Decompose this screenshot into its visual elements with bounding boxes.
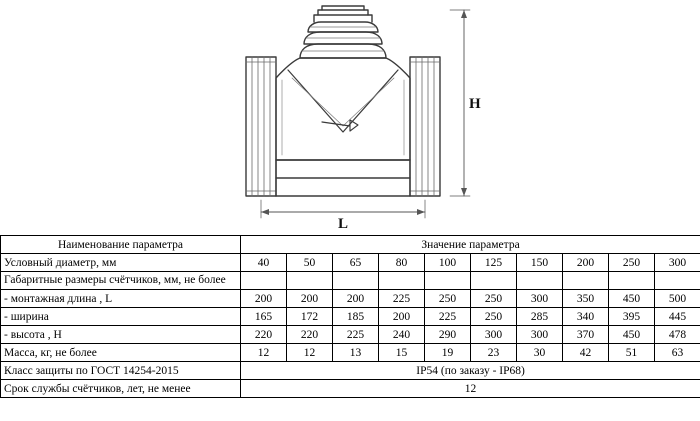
- row-name: - высота , H: [1, 326, 241, 344]
- cell: 63: [655, 344, 700, 362]
- cell: 250: [471, 308, 517, 326]
- cell: 450: [609, 326, 655, 344]
- cell: 250: [471, 290, 517, 308]
- cell: IP54 (по заказу - IP68): [241, 362, 700, 380]
- cell: 42: [563, 344, 609, 362]
- specification-table: [0, 235, 700, 398]
- cell: 220: [287, 326, 333, 344]
- cell: 200: [333, 290, 379, 308]
- row-name: Масса, кг, не более: [1, 344, 241, 362]
- cell: [333, 272, 379, 290]
- cell: 12: [287, 344, 333, 362]
- cell: 12: [241, 344, 287, 362]
- cell: 370: [563, 326, 609, 344]
- cell: 225: [379, 290, 425, 308]
- cell: 340: [563, 308, 609, 326]
- cell: 500: [655, 290, 700, 308]
- header-param-value: Значение параметра: [241, 236, 700, 254]
- cell: 165: [241, 308, 287, 326]
- cell: 40: [241, 254, 287, 272]
- table-row-protection-class: [1, 362, 700, 380]
- cell: [379, 272, 425, 290]
- cell: 80: [379, 254, 425, 272]
- cell: 15: [379, 344, 425, 362]
- cell: 65: [333, 254, 379, 272]
- cell: 12: [241, 380, 700, 398]
- cell: [655, 272, 700, 290]
- cell: 30: [517, 344, 563, 362]
- cell: 200: [563, 254, 609, 272]
- table-row: [1, 326, 700, 344]
- cell: 300: [471, 326, 517, 344]
- cell: 250: [609, 254, 655, 272]
- cell: 290: [425, 326, 471, 344]
- row-name: - монтажная длина , L: [1, 290, 241, 308]
- cell: 19: [425, 344, 471, 362]
- cell: 172: [287, 308, 333, 326]
- row-name: Габаритные размеры счётчиков, мм, не более: [1, 272, 241, 290]
- cell: 450: [609, 290, 655, 308]
- cell: 250: [425, 290, 471, 308]
- cell: [287, 272, 333, 290]
- cell: 285: [517, 308, 563, 326]
- table-row-service-life: [1, 380, 700, 398]
- cell: 150: [517, 254, 563, 272]
- cell: 200: [287, 290, 333, 308]
- cell: 240: [379, 326, 425, 344]
- header-param-name: Наименование параметра: [1, 236, 241, 254]
- table-row: [1, 308, 700, 326]
- cell: 50: [287, 254, 333, 272]
- cell: 300: [517, 326, 563, 344]
- cell: 23: [471, 344, 517, 362]
- cell: 125: [471, 254, 517, 272]
- cell: [563, 272, 609, 290]
- table-header-row: [1, 236, 700, 254]
- dimension-height-label: H: [469, 96, 481, 112]
- cell: 350: [563, 290, 609, 308]
- cell: 395: [609, 308, 655, 326]
- cell: 300: [655, 254, 700, 272]
- row-name: - ширина: [1, 308, 241, 326]
- cell: 225: [333, 326, 379, 344]
- cell: 200: [379, 308, 425, 326]
- row-name: Класс защиты по ГОСТ 14254-2015: [1, 362, 241, 380]
- cell: 300: [517, 290, 563, 308]
- cell: 200: [241, 290, 287, 308]
- row-name: Условный диаметр, мм: [1, 254, 241, 272]
- cell: [471, 272, 517, 290]
- cell: 13: [333, 344, 379, 362]
- cell: 225: [425, 308, 471, 326]
- table-row: [1, 254, 700, 272]
- table-row: [1, 272, 700, 290]
- table-row: [1, 290, 700, 308]
- row-name: Срок службы счётчиков, лет, не менее: [1, 380, 241, 398]
- cell: 478: [655, 326, 700, 344]
- cell: [241, 272, 287, 290]
- cell: 51: [609, 344, 655, 362]
- cell: [609, 272, 655, 290]
- cell: 445: [655, 308, 700, 326]
- cell: [425, 272, 471, 290]
- dimension-length-label: L: [338, 216, 349, 232]
- table-row: [1, 344, 700, 362]
- cell: 185: [333, 308, 379, 326]
- cell: 100: [425, 254, 471, 272]
- cell: [517, 272, 563, 290]
- cell: 220: [241, 326, 287, 344]
